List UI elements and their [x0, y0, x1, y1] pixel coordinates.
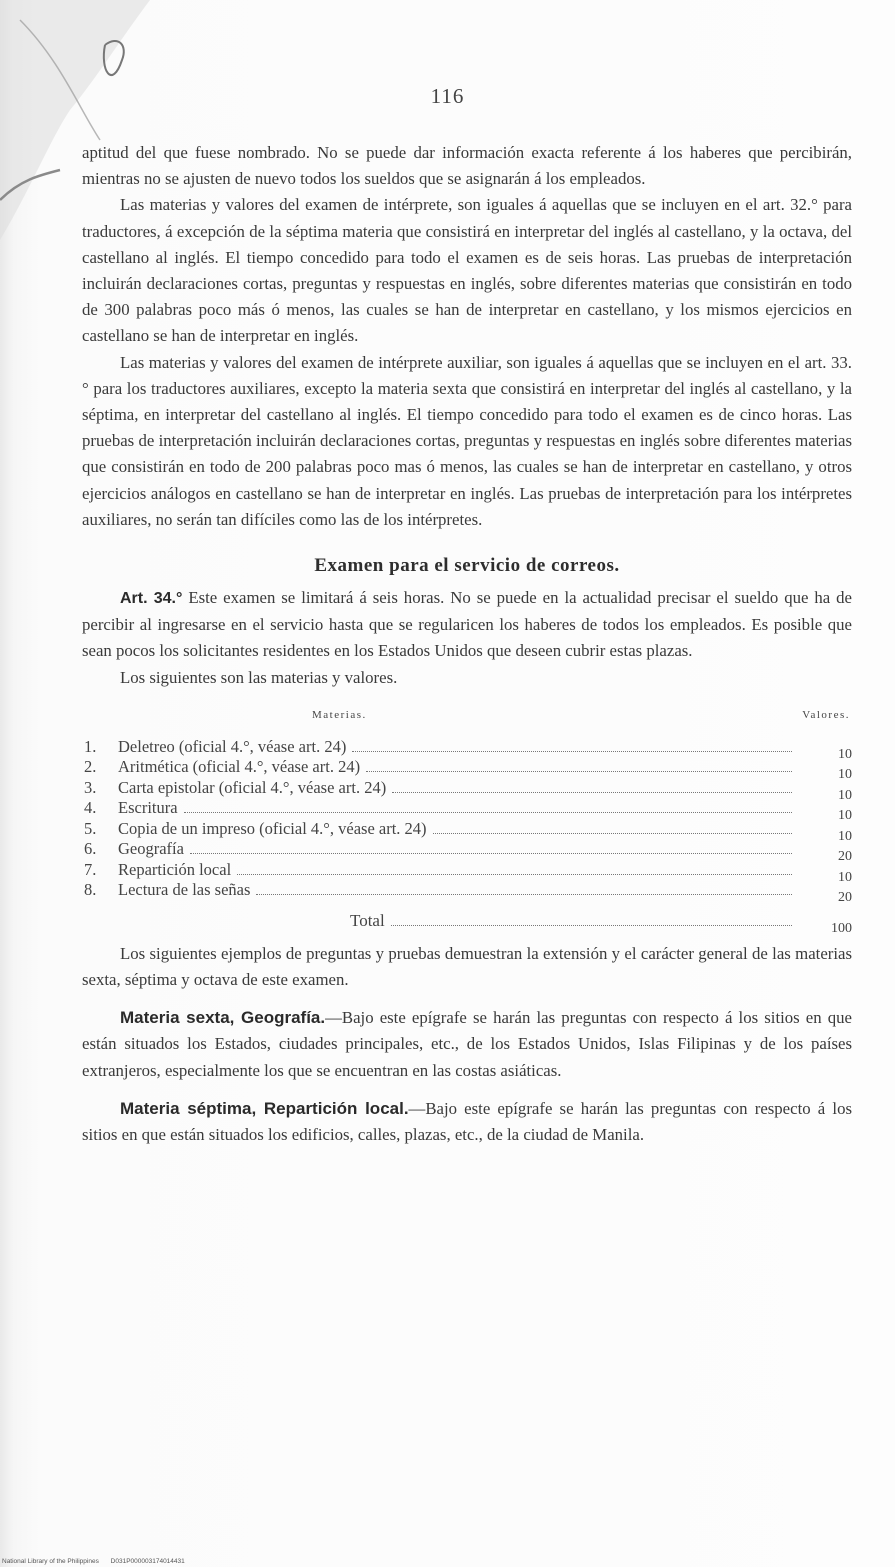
table-header [82, 709, 852, 737]
leader-dots [352, 750, 792, 752]
row-subject: Carta epistolar (oficial 4.°, véase art. 24) [118, 777, 387, 797]
scan-footer [2, 1558, 195, 1565]
row-number: 5. [84, 818, 97, 838]
table-row [82, 777, 852, 803]
article-number: Art. 34.° [120, 590, 183, 608]
page-body [82, 140, 852, 1148]
table-row [82, 757, 852, 783]
article-text: Este examen se limitará á seis horas. No se puede en la actualidad precisar el sueldo que ha de percibir al ingresarse en el servicio hasta que se regularicen los haberes de todos los empleados. Es posible que sean pocos los solicitantes residentes en los Estados Unidos que deseen cubrir estas plazas. [82, 588, 852, 661]
table-intro: Los siguientes son las materias y valores. [120, 667, 398, 687]
leader-dots [366, 770, 792, 772]
footer-library: National Library of the Philippines [2, 1558, 99, 1565]
row-number: 4. [84, 798, 97, 818]
row-subject: Copia de un impreso (oficial 4.°, véase art. 24) [118, 818, 427, 838]
paragraph: Los siguientes ejemplos de preguntas y pruebas demuestran la extensión y el carácter general de las materias sexta, séptima y octava de este examen. [82, 943, 852, 990]
section-heading: Examen para el servicio de correos. [314, 555, 620, 577]
row-subject: Lectura de las señas [118, 880, 251, 900]
table-row [82, 818, 852, 844]
row-subject: Aritmética (oficial 4.°, véase art. 24) [118, 757, 361, 777]
article-paragraph [82, 585, 852, 665]
table-row [82, 880, 852, 906]
row-number: 1. [84, 736, 97, 756]
table-total-row [82, 911, 852, 935]
column-header-valores: Valores. [802, 708, 850, 721]
row-number: 6. [84, 839, 97, 859]
row-value: 10 [838, 746, 852, 762]
row-value: 10 [838, 828, 852, 844]
leader-dots [391, 924, 792, 926]
paragraph: Las materias y valores del examen de intérprete, son iguales á aquellas que se incluyen en el art. 32.° para traductores, á excepción de la séptima materia que consistirá en interpretar del inglés al castellano, y la octava, del castellano al inglés. El tiempo concedido para todo el examen es de seis horas. Las pruebas de interpretación incluirán declaraciones cortas, preguntas y respuestas en inglés, sobre diferentes materias que consistirán en todo de 300 palabras poco más ó menos, las cuales se han de interpretar en castellano, y los mismos ejercicios en castellano se han de interpretar en inglés. [82, 195, 852, 346]
row-value: 10 [838, 787, 852, 803]
paragraph: Las materias y valores del examen de intérprete auxiliar, son iguales á aquellas que se incluyen en el art. 33.° para los traductores auxiliares, excepto la materia sexta que consistirá en interpretar del inglés al castellano, y la séptima, en interpretar del castellano al inglés. El tiempo concedido para todo el examen es de cinco horas. Las pruebas de interpretación incluirán declaraciones cortas, preguntas y respuestas en inglés sobre diferentes materias que consistirán en todo de 200 palabras poco mas ó menos, las cuales se han de interpretar en castellano, y otros ejercicios análogos en castellano se han de interpretar en inglés. Las pruebas de interpretación para los intérpretes auxiliares, no serán tan difíciles como las de los intérpretes. [82, 352, 852, 529]
total-value: 100 [831, 920, 852, 936]
row-subject: Repartición local [118, 859, 232, 879]
row-number: 7. [84, 859, 97, 879]
subjects-table [82, 709, 852, 935]
leader-dots [392, 791, 792, 793]
materia-septima-paragraph [82, 1096, 852, 1148]
leader-dots [433, 832, 792, 834]
materia-septima-text: —Bajo este epígrafe se harán las preguntas con respecto á los sitios en que están situados los edificios, calles, plazas, etc., de la ciudad de Manila. [82, 1098, 852, 1145]
row-value: 10 [838, 767, 852, 783]
table-row [82, 839, 852, 865]
row-number: 8. [84, 880, 97, 900]
row-number: 2. [84, 757, 97, 777]
leader-dots [184, 811, 792, 813]
footer-code: D031P000003174014431 [110, 1558, 185, 1565]
column-header-materias: Materias. [312, 708, 367, 721]
leader-dots [237, 873, 792, 875]
row-number: 3. [84, 777, 97, 797]
paragraph: aptitud del que fuese nombrado. No se puede dar información exacta referente á los haberes que percibirán, mientras no se ajusten de nuevo todos los sueldos que se asignarán á los empleados. [82, 143, 852, 189]
row-subject: Geografía [118, 839, 184, 859]
table-row [82, 798, 852, 824]
table-row [82, 736, 852, 762]
materia-sexta-paragraph [82, 1005, 852, 1084]
row-value: 20 [838, 890, 852, 906]
row-subject: Deletreo (oficial 4.°, véase art. 24) [118, 736, 347, 756]
leader-dots [190, 852, 792, 854]
total-label: Total [350, 910, 385, 930]
row-subject: Escritura [118, 798, 178, 818]
table-rows [82, 736, 852, 906]
leader-dots [256, 893, 792, 895]
materia-septima-heading: Materia séptima, Repartición local. [120, 1098, 409, 1118]
materia-sexta-text: —Bajo este epígrafe se harán las preguntas con respecto á los sitios en que están situados los Estados, ciudades principales, etc., de los Estados Unidos, Islas Filipinas y de los países extranjeros, especialmente los que se encuentran en las costas asiáticas. [82, 1008, 852, 1080]
row-value: 20 [838, 849, 852, 865]
row-value: 10 [838, 808, 852, 824]
table-row [82, 859, 852, 885]
row-value: 10 [838, 869, 852, 885]
materia-sexta-heading: Materia sexta, Geografía. [120, 1008, 326, 1028]
page-number: 116 [430, 84, 465, 108]
